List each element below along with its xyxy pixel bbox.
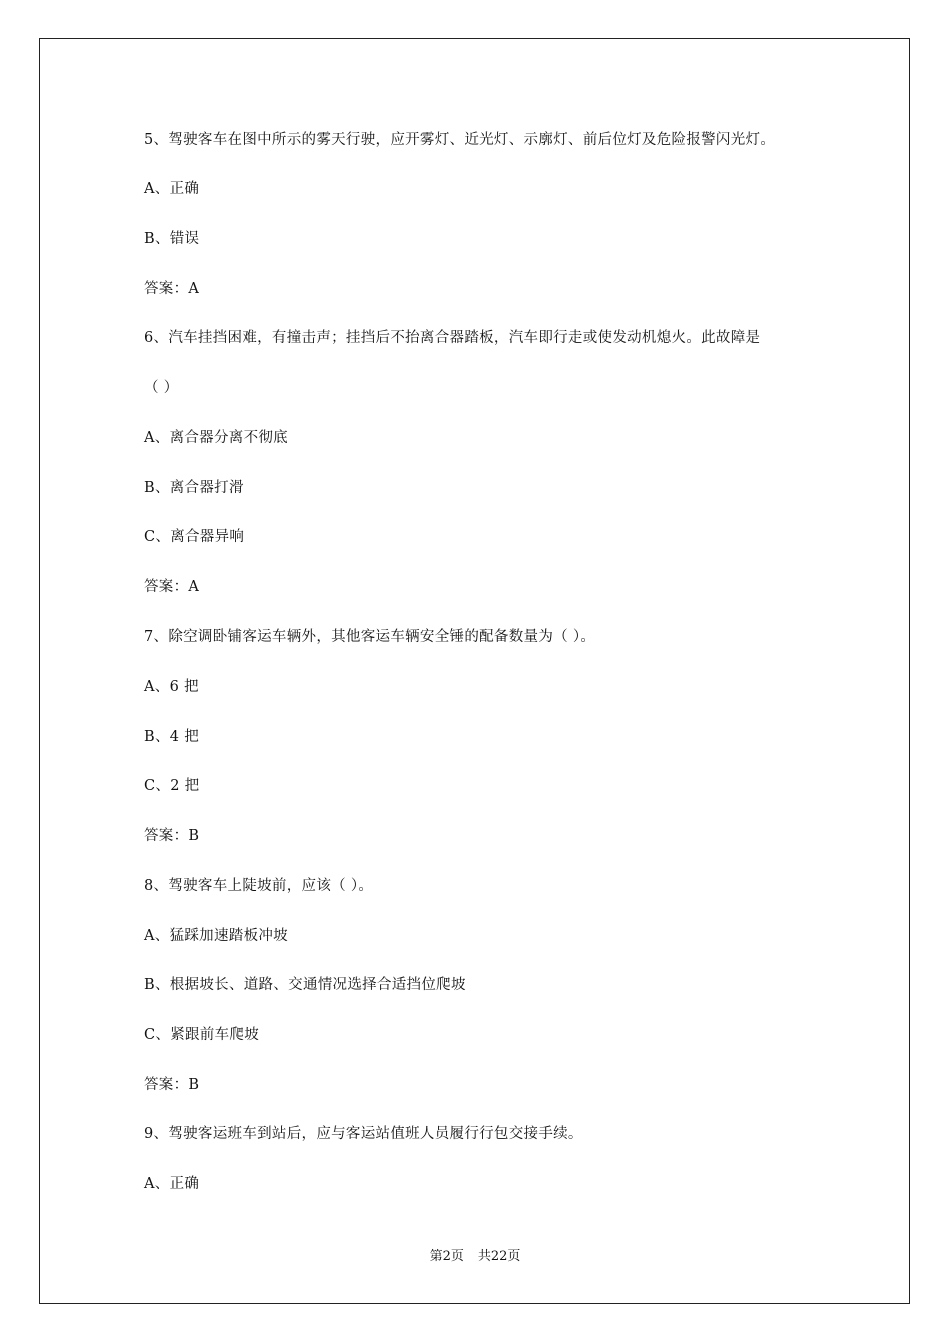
question-5-text: 5、驾驶客车在图中所示的雾天行驶，应开雾灯、近光灯、示廓灯、前后位灯及危险报警闪光灯。 xyxy=(144,132,776,148)
question-6-text-continued: （ ） xyxy=(144,380,179,396)
page-total: 共22页 xyxy=(477,1249,521,1264)
question-8-option-c: C、紧跟前车爬坡 xyxy=(144,1027,259,1043)
question-5-option-a: A、正确 xyxy=(144,181,200,197)
page-footer xyxy=(0,1248,950,1266)
question-5-answer: 答案：A xyxy=(144,281,200,297)
page-frame xyxy=(39,38,910,1304)
question-6-text: 6、汽车挂挡困难，有撞击声；挂挡后不抬离合器踏板，汽车即行走或使发动机熄火。此故障是 xyxy=(144,330,761,346)
question-6-option-a: A、离合器分离不彻底 xyxy=(144,430,288,446)
question-8-text: 8、驾驶客车上陡坡前，应该（ ）。 xyxy=(144,878,374,894)
question-8-answer: 答案：B xyxy=(144,1077,200,1093)
question-6-answer: 答案：A xyxy=(144,579,200,595)
question-5-option-b: B、错误 xyxy=(144,231,200,247)
question-8-option-a: A、猛踩加速踏板冲坡 xyxy=(144,928,288,944)
question-6-option-c: C、离合器异响 xyxy=(144,529,245,545)
question-9-text: 9、驾驶客运班车到站后，应与客运站值班人员履行行包交接手续。 xyxy=(144,1126,583,1142)
question-7-option-b: B、4 把 xyxy=(144,729,199,745)
question-7-option-a: A、6 把 xyxy=(144,679,199,695)
question-6-option-b: B、离合器打滑 xyxy=(144,480,244,496)
page-number: 第2页 xyxy=(429,1249,464,1264)
question-7-text: 7、除空调卧铺客运车辆外，其他客运车辆安全锤的配备数量为（ ）。 xyxy=(144,629,596,645)
question-7-option-c: C、2 把 xyxy=(144,778,200,794)
question-8-option-b: B、根据坡长、道路、交通情况选择合适挡位爬坡 xyxy=(144,977,466,993)
question-9-option-a: A、正确 xyxy=(144,1176,200,1192)
question-7-answer: 答案：B xyxy=(144,828,200,844)
